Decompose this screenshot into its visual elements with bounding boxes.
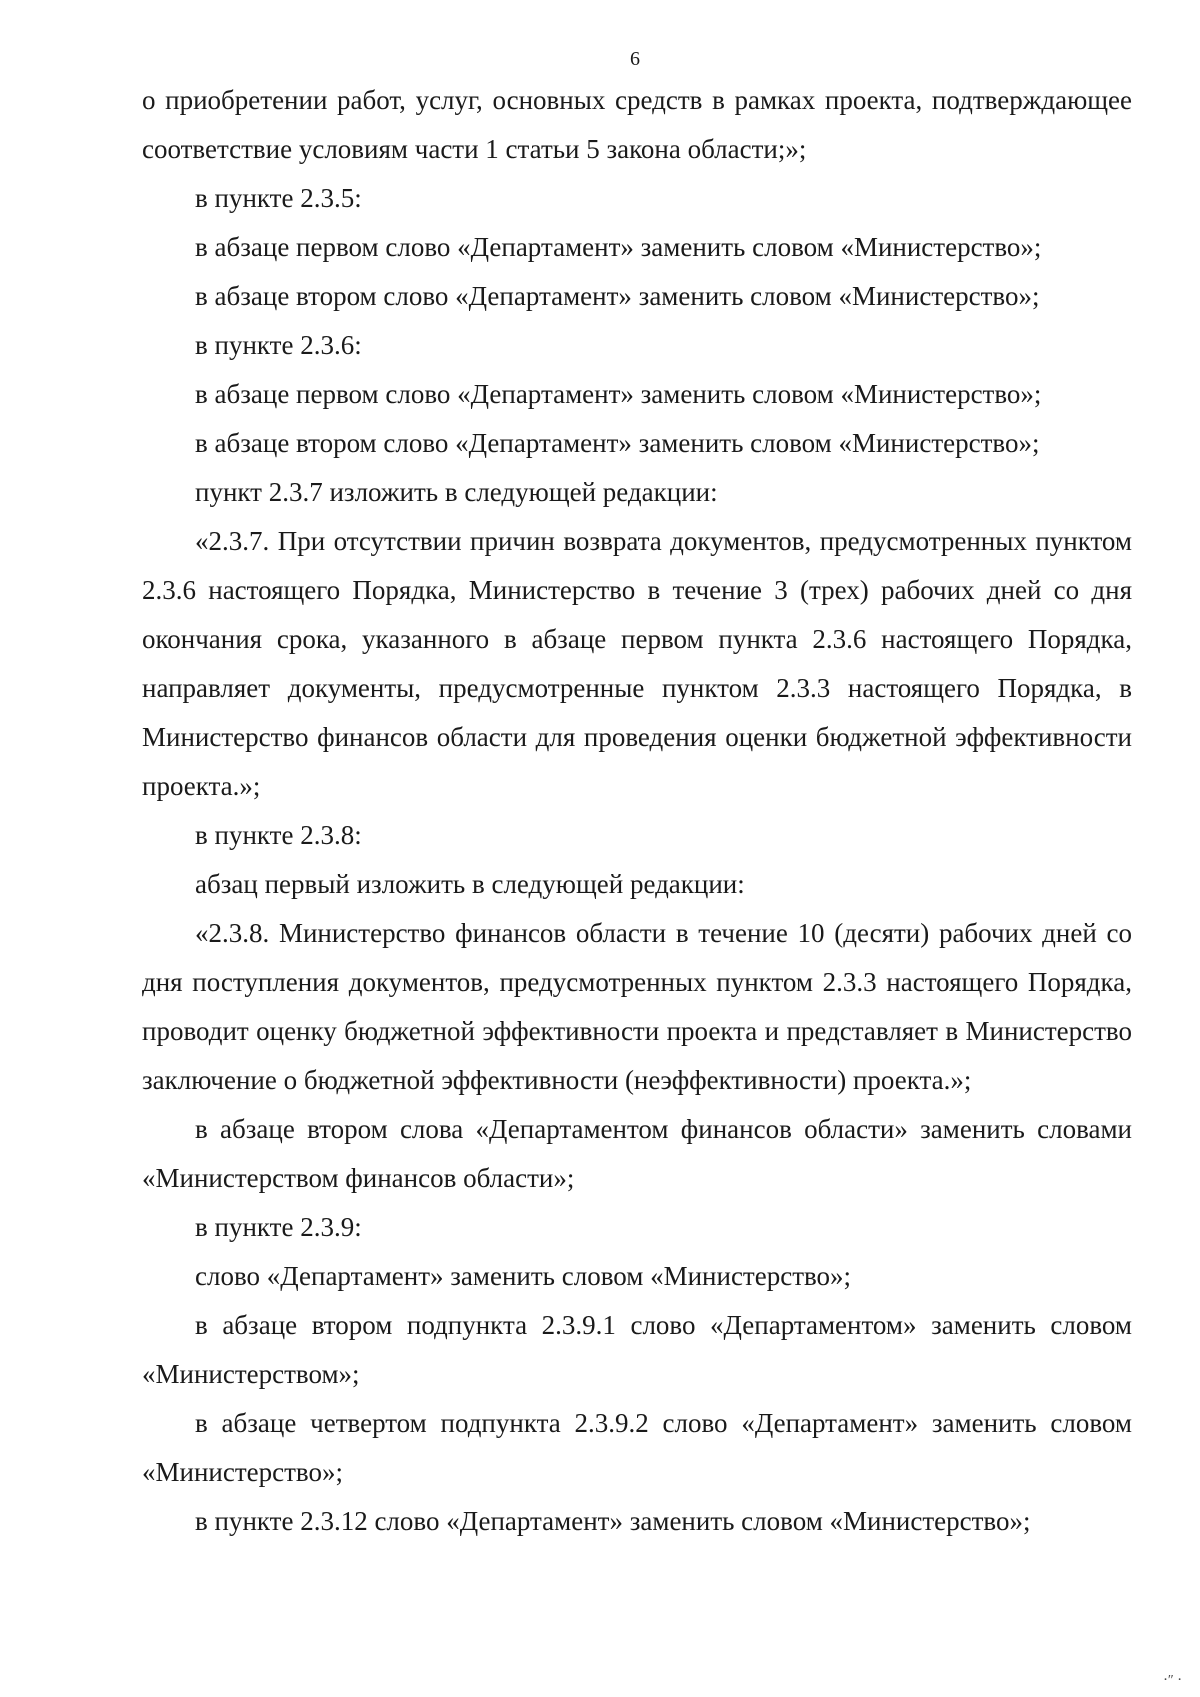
paragraph: о приобретении работ, услуг, основных средств в рамках проекта, подтверждающее соответствие условиям части 1 статьи 5 закона области;»;: [142, 85, 1132, 164]
paragraph: пункт 2.3.7 изложить в следующей редакции:: [195, 477, 718, 507]
paragraph: в абзаце втором слово «Департамент» заменить словом «Министерство»;: [195, 428, 1040, 458]
paragraph: в абзаце втором подпункта 2.3.9.1 слово «Департаментом» заменить словом «Министерством»;: [142, 1310, 1132, 1389]
paragraph: в пункте 2.3.12 слово «Департамент» заменить словом «Министерство»;: [195, 1506, 1031, 1536]
paragraph: в пункте 2.3.5:: [195, 183, 362, 213]
scan-specks: ⋅″ ⋅: [1163, 1673, 1182, 1688]
paragraph: в абзаце втором слово «Департамент» заменить словом «Министерство»;: [195, 281, 1040, 311]
page-number: 6: [630, 48, 640, 70]
paragraph: «2.3.7. При отсутствии причин возврата документов, предусмотренных пунктом 2.3.6 настоящего Порядка, Министерство в течение 3 (трех) рабочих дней со дня окончания срока, указанного в абзаце первом пункта 2.3.6 настоящего Порядка, направляет документы, предусмотренные пунктом 2.3.3 настоящего Порядка, в Министерство финансов области для проведения оценки бюджетной эффективности проекта.»;: [142, 526, 1132, 801]
paragraph: в пункте 2.3.9:: [195, 1212, 362, 1242]
document-body: [142, 76, 1132, 1546]
paragraph: абзац первый изложить в следующей редакции:: [195, 869, 745, 899]
paragraph: в абзаце первом слово «Департамент» заменить словом «Министерство»;: [195, 379, 1042, 409]
paragraph: в абзаце четвертом подпункта 2.3.9.2 слово «Департамент» заменить словом «Министерство»;: [142, 1408, 1132, 1487]
paragraph: в абзаце первом слово «Департамент» заменить словом «Министерство»;: [195, 232, 1042, 262]
paragraph: слово «Департамент» заменить словом «Министерство»;: [195, 1261, 852, 1291]
paragraph: в пункте 2.3.8:: [195, 820, 362, 850]
paragraph: в пункте 2.3.6:: [195, 330, 362, 360]
paragraph: в абзаце втором слова «Департаментом финансов области» заменить словами «Министерством финансов области»;: [142, 1114, 1132, 1193]
paragraph: «2.3.8. Министерство финансов области в течение 10 (десяти) рабочих дней со дня поступления документов, предусмотренных пунктом 2.3.3 настоящего Порядка, проводит оценку бюджетной эффективности проекта и представляет в Министерство заключение о бюджетной эффективности (неэффективности) проекта.»;: [142, 918, 1132, 1095]
